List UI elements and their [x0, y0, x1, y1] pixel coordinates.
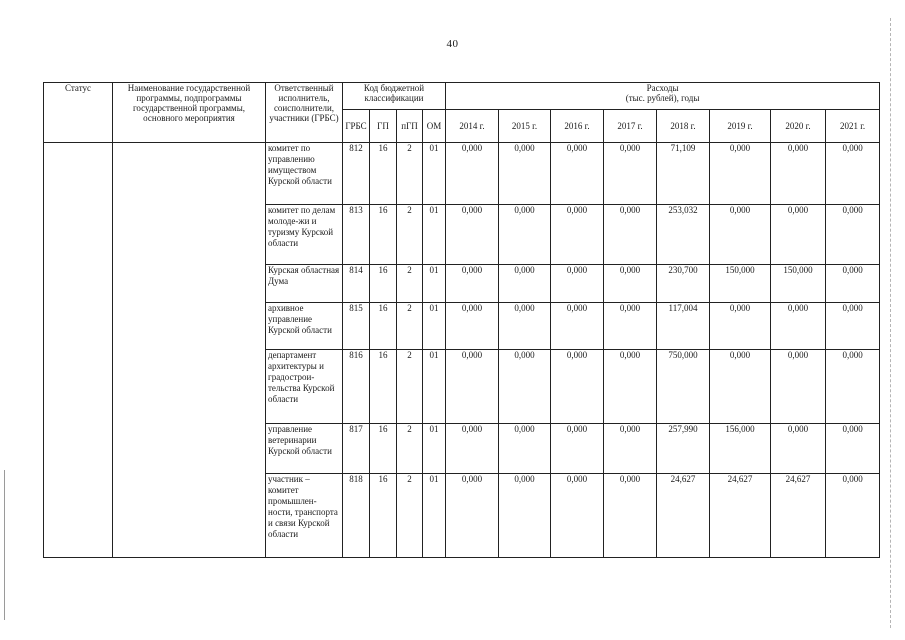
value-cell: 0,000: [446, 424, 499, 474]
value-cell: 0,000: [446, 265, 499, 303]
grbs-cell: 812: [343, 143, 370, 205]
value-cell: 0,000: [499, 424, 551, 474]
value-cell: 117,004: [657, 303, 710, 350]
value-cell: 0,000: [499, 265, 551, 303]
om-cell: 01: [423, 205, 446, 265]
value-cell: 0,000: [604, 205, 657, 265]
value-cell: 0,000: [826, 350, 880, 424]
header-executor: Ответственный исполнитель, соисполнители, участники (ГРБС): [266, 83, 343, 143]
executor-cell: управление ветеринарии Курской области: [266, 424, 343, 474]
value-cell: 0,000: [771, 143, 826, 205]
pgp-cell: 2: [397, 143, 423, 205]
om-cell: 01: [423, 303, 446, 350]
om-cell: 01: [423, 350, 446, 424]
om-cell: 01: [423, 143, 446, 205]
header-year-2019: 2019 г.: [710, 110, 771, 143]
gp-cell: 16: [370, 424, 397, 474]
header-year-2015: 2015 г.: [499, 110, 551, 143]
pgp-cell: 2: [397, 474, 423, 558]
header-program-name: Наименование государственной программы, подпрограммы государственной программы, основного мероприятия: [113, 83, 266, 143]
value-cell: 24,627: [657, 474, 710, 558]
executor-cell: Курская областная Дума: [266, 265, 343, 303]
value-cell: 0,000: [604, 303, 657, 350]
header-year-2017: 2017 г.: [604, 110, 657, 143]
value-cell: 0,000: [551, 303, 604, 350]
value-cell: 0,000: [551, 205, 604, 265]
value-cell: 156,000: [710, 424, 771, 474]
pgp-cell: 2: [397, 265, 423, 303]
value-cell: 0,000: [551, 474, 604, 558]
header-gp: ГП: [370, 110, 397, 143]
scan-edge-line: [4, 470, 5, 620]
value-cell: 0,000: [499, 303, 551, 350]
grbs-cell: 816: [343, 350, 370, 424]
gp-cell: 16: [370, 303, 397, 350]
value-cell: 0,000: [499, 474, 551, 558]
value-cell: 0,000: [826, 143, 880, 205]
value-cell: 0,000: [499, 205, 551, 265]
header-pgp: пГП: [397, 110, 423, 143]
header-expenses-unit: (тыс. рублей), годы: [625, 93, 700, 103]
grbs-cell: 818: [343, 474, 370, 558]
executor-cell: участник – комитет промышлен-ности, транспорта и связи Курской области: [266, 474, 343, 558]
value-cell: 0,000: [604, 474, 657, 558]
value-cell: 0,000: [710, 205, 771, 265]
header-year-2016: 2016 г.: [551, 110, 604, 143]
value-cell: 0,000: [551, 143, 604, 205]
value-cell: 750,000: [657, 350, 710, 424]
value-cell: 230,700: [657, 265, 710, 303]
value-cell: 0,000: [604, 424, 657, 474]
table-row: [44, 143, 880, 205]
grbs-cell: 813: [343, 205, 370, 265]
value-cell: 0,000: [771, 350, 826, 424]
page-number: 40: [446, 38, 459, 50]
value-cell: 0,000: [446, 143, 499, 205]
value-cell: 0,000: [710, 143, 771, 205]
scan-margin-line: [890, 18, 891, 628]
status-cell: [44, 143, 113, 558]
grbs-cell: 814: [343, 265, 370, 303]
value-cell: 150,000: [771, 265, 826, 303]
value-cell: 0,000: [771, 303, 826, 350]
executor-cell: департамент архитектуры и градострои-тельства Курской области: [266, 350, 343, 424]
executor-cell: комитет по управлению имуществом Курской области: [266, 143, 343, 205]
value-cell: 24,627: [710, 474, 771, 558]
gp-cell: 16: [370, 265, 397, 303]
header-expenses-title: Расходы: [646, 83, 679, 93]
grbs-cell: 815: [343, 303, 370, 350]
value-cell: 0,000: [499, 143, 551, 205]
value-cell: 0,000: [826, 303, 880, 350]
pgp-cell: 2: [397, 350, 423, 424]
pgp-cell: 2: [397, 424, 423, 474]
value-cell: 0,000: [604, 265, 657, 303]
value-cell: 24,627: [771, 474, 826, 558]
value-cell: 0,000: [710, 303, 771, 350]
table-header-row: [44, 83, 880, 110]
om-cell: 01: [423, 265, 446, 303]
value-cell: 0,000: [771, 424, 826, 474]
program-name-cell: [113, 143, 266, 558]
value-cell: 0,000: [446, 303, 499, 350]
header-budget-code: Код бюджетной классификации: [343, 83, 446, 110]
value-cell: 0,000: [551, 265, 604, 303]
header-expenses: [446, 83, 880, 110]
gp-cell: 16: [370, 474, 397, 558]
value-cell: 0,000: [446, 205, 499, 265]
value-cell: 0,000: [551, 424, 604, 474]
pgp-cell: 2: [397, 205, 423, 265]
pgp-cell: 2: [397, 303, 423, 350]
value-cell: 0,000: [446, 474, 499, 558]
gp-cell: 16: [370, 143, 397, 205]
executor-cell: комитет по делам молоде-жи и туризму Курской области: [266, 205, 343, 265]
value-cell: 150,000: [710, 265, 771, 303]
value-cell: 0,000: [826, 205, 880, 265]
value-cell: 71,109: [657, 143, 710, 205]
value-cell: 257,990: [657, 424, 710, 474]
header-year-2020: 2020 г.: [771, 110, 826, 143]
om-cell: 01: [423, 424, 446, 474]
budget-table: [43, 82, 880, 558]
om-cell: 01: [423, 474, 446, 558]
header-status: Статус: [44, 83, 113, 143]
value-cell: 0,000: [771, 205, 826, 265]
value-cell: 0,000: [826, 424, 880, 474]
value-cell: 253,032: [657, 205, 710, 265]
header-grbs: ГРБС: [343, 110, 370, 143]
header-year-2018: 2018 г.: [657, 110, 710, 143]
header-year-2014: 2014 г.: [446, 110, 499, 143]
value-cell: 0,000: [710, 350, 771, 424]
grbs-cell: 817: [343, 424, 370, 474]
gp-cell: 16: [370, 350, 397, 424]
value-cell: 0,000: [826, 474, 880, 558]
value-cell: 0,000: [499, 350, 551, 424]
executor-cell: архивное управление Курской области: [266, 303, 343, 350]
value-cell: 0,000: [604, 350, 657, 424]
value-cell: 0,000: [826, 265, 880, 303]
value-cell: 0,000: [446, 350, 499, 424]
gp-cell: 16: [370, 205, 397, 265]
header-year-2021: 2021 г.: [826, 110, 880, 143]
value-cell: 0,000: [551, 350, 604, 424]
value-cell: 0,000: [604, 143, 657, 205]
header-om: ОМ: [423, 110, 446, 143]
